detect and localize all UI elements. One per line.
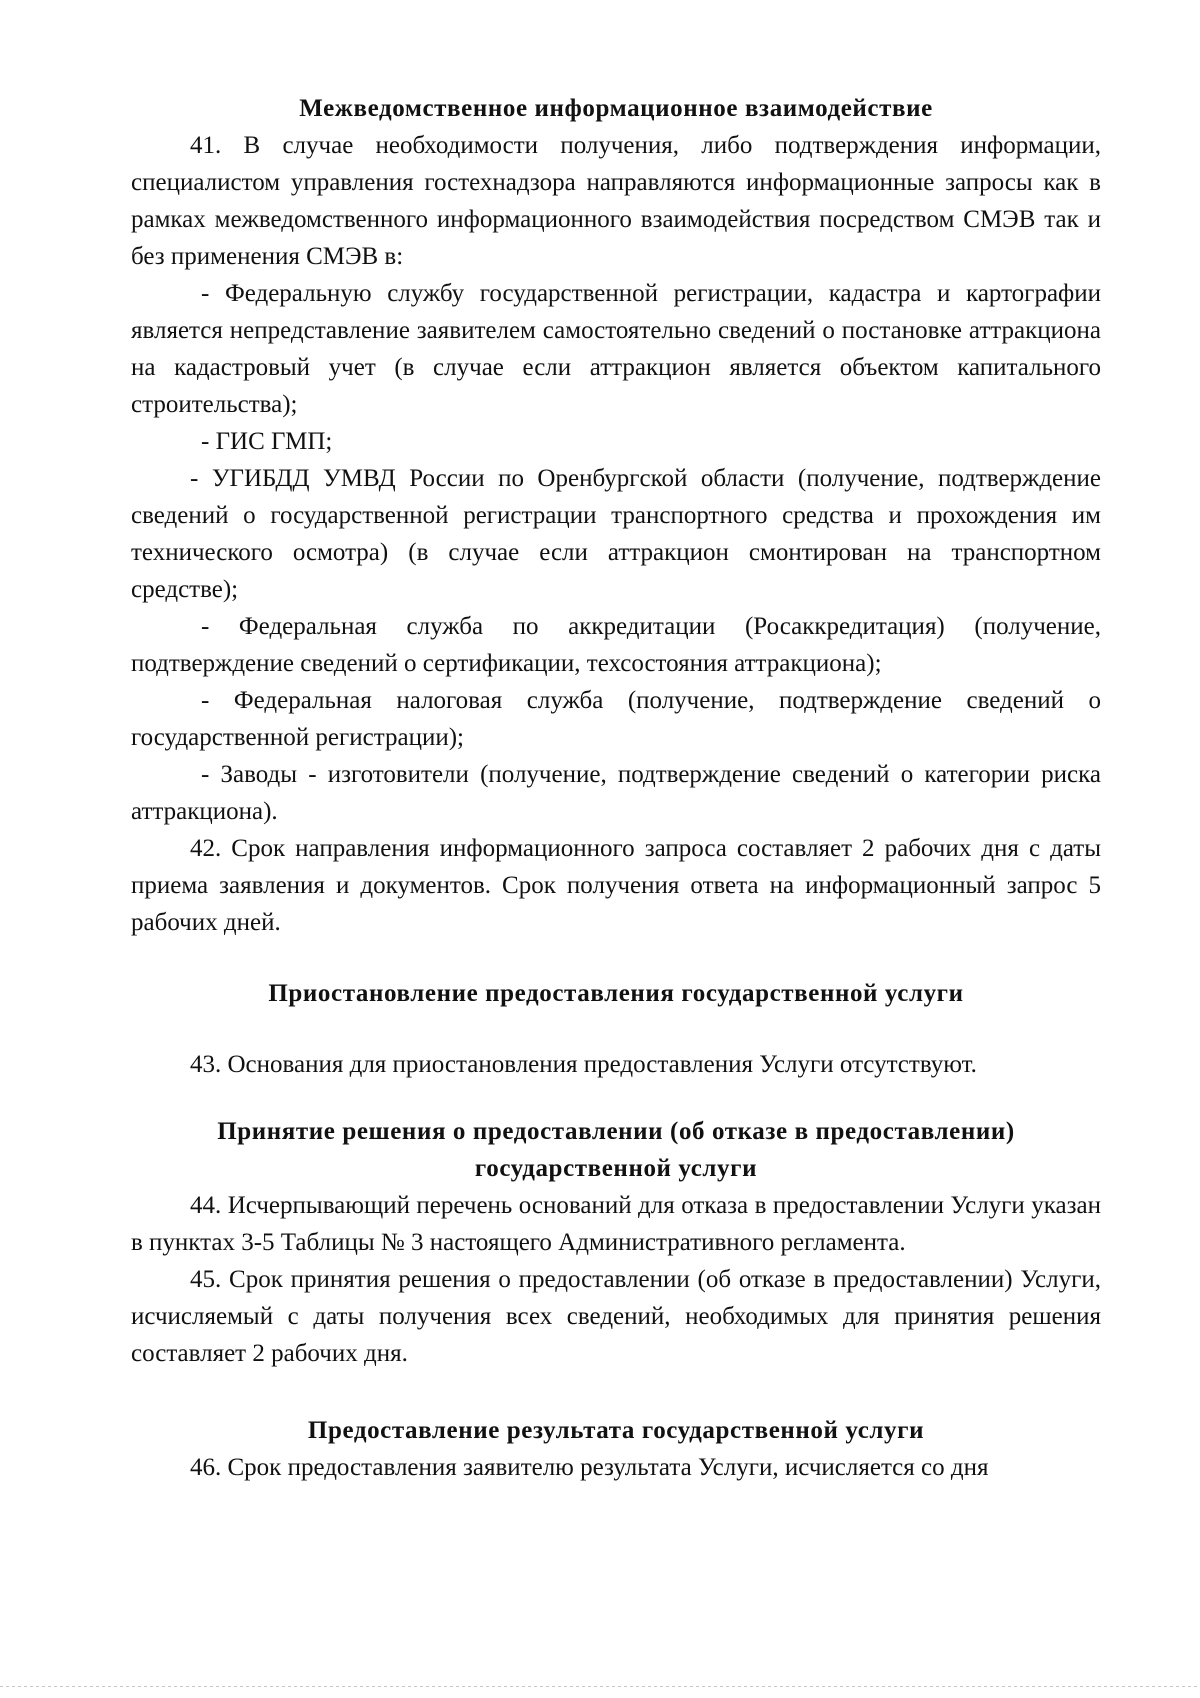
list-item-gis-gmp: - ГИС ГМП; — [201, 428, 333, 455]
scan-artifact-line — [0, 1686, 1200, 1687]
list-item-tax-service: - Федеральная налоговая служба (получение, подтверждение сведений о государственной регистрации); — [131, 687, 1101, 751]
section-heading-decision — [131, 1113, 1101, 1187]
section-heading-decision-line1: Принятие решения о предоставлении (об отказе в предоставлении) — [217, 1118, 1015, 1145]
document-body — [131, 90, 1101, 1486]
section-heading-suspension: Приостановление предоставления государственной услуги — [268, 980, 964, 1007]
section-heading-decision-line2: государственной услуги — [474, 1155, 758, 1182]
paragraph-41: 41. В случае необходимости получения, либо подтверждения информации, специалистом управления гостехнадзора направляются информационные запросы как в рамках межведомственного информационного взаимодействия посредством СМЭВ так и без применения СМЭВ в: — [131, 132, 1101, 270]
paragraph-42: 42. Срок направления информационного запроса составляет 2 рабочих дня с даты приема заявления и документов. Срок получения ответа на информационный запрос 5 рабочих дней. — [131, 835, 1101, 936]
paragraph-43: 43. Основания для приостановления предоставления Услуги отсутствуют. — [190, 1051, 977, 1078]
list-item-ugibdd: - УГИБДД УМВД России по Оренбургской области (получение, подтверждение сведений о государственной регистрации транспортного средства и прохождения им технического осмотра) (в случае если аттракцион смонтирован на транспортном средстве); — [131, 465, 1101, 603]
list-item-rosaccreditation: - Федеральная служба по аккредитации (Росаккредитация) (получение, подтверждение сведений о сертификации, техсостояния аттракциона); — [131, 613, 1101, 677]
paragraph-44: 44. Исчерпывающий перечень оснований для отказа в предоставлении Услуги указан в пунктах 3-5 Таблицы № 3 настоящего Административного регламента. — [131, 1192, 1101, 1256]
list-item-rosreestr: - Федеральную службу государственной регистрации, кадастра и картографии является непредставление заявителем самостоятельно сведений о постановке аттракциона на кадастровый учет (в случае если аттракцион является объектом капитального строительства); — [131, 280, 1101, 418]
section-heading-result: Предоставление результата государственной услуги — [307, 1417, 925, 1444]
paragraph-45: 45. Срок принятия решения о предоставлении (об отказе в предоставлении) Услуги, исчисляемый с даты получения всех сведений, необходимых для принятия решения составляет 2 рабочих дня. — [131, 1266, 1101, 1367]
section-heading-interagency: Межведомственное информационное взаимодействие — [299, 95, 933, 122]
list-item-manufacturers: - Заводы - изготовители (получение, подтверждение сведений о категории риска аттракциона). — [131, 761, 1101, 825]
paragraph-46: 46. Срок предоставления заявителю результата Услуги, исчисляется со дня — [190, 1454, 989, 1481]
